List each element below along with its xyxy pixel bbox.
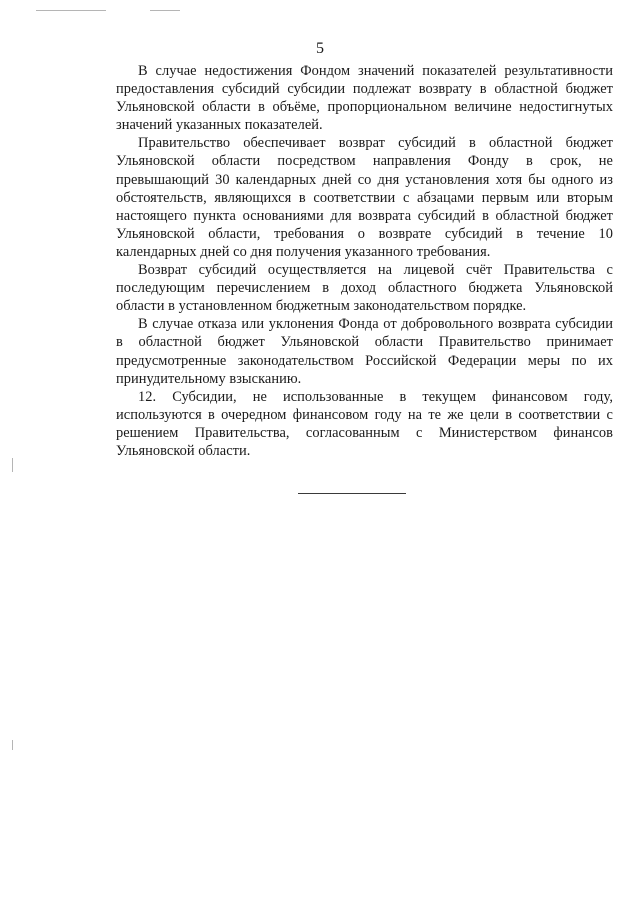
page-number: 5 [316, 40, 324, 57]
paragraph-refusal: В случае отказа или уклонения Фонда от добровольного возврата субсидии в областной бюджет Ульяновской области Правительство принимает предусмотренные законодательством Российской Федерации меры по их принудительному взысканию. [116, 316, 613, 387]
body-text [116, 62, 613, 460]
scan-artifact-left [12, 458, 13, 472]
paragraph-return-account: Возврат субсидий осуществляется на лицевой счёт Правительства с последующим перечислением в доход областного бюджета Ульяновской области в установленном бюджетным законодательством порядке. [116, 262, 613, 315]
scan-artifact-left-lower [12, 740, 13, 750]
paragraph-return-procedure: Правительство обеспечивает возврат субсидий в областной бюджет Ульяновской области посредством направления Фонду в срок, не превышающий 30 календарных дней со дня установления хотя бы одного из обстоятельств, являющихся в соответствии с абзацами первым или вторым настоящего пункта основаниями для возврата субсидий в областной бюджет Ульяновской области, требования о возврате субсидий в течение 10 календарных дней со дня получения указанного требования. [116, 135, 613, 260]
scan-artifact-top [36, 10, 106, 11]
end-separator-line [298, 493, 406, 494]
scan-artifact-top-right [150, 10, 180, 11]
paragraph-unused-subsidies: 12. Субсидии, не использованные в текущем финансовом году, используются в очередном финансовом году на те же цели в соответствии с решением Правительства, согласованным с Министерством финансов Ульяновской области. [116, 388, 613, 459]
paragraph-non-achievement: В случае недостижения Фондом значений показателей результативности предоставления субсидий субсидии подлежат возврату в областной бюджет Ульяновской области в объёме, пропорциональном величине недостигнутых значений указанных показателей. [116, 63, 613, 134]
